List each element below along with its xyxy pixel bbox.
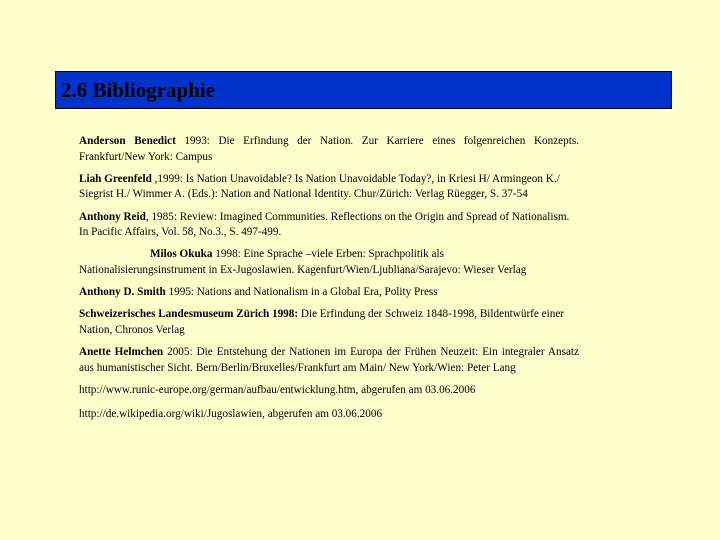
bibliography-entry — [79, 210, 579, 241]
entry-first-line — [79, 247, 579, 263]
entry-text: Die Erfindung der Schweiz 1848-1998, Bildentwürfe einer Nation, Chronos Verlag — [79, 308, 565, 336]
section-title-bar — [55, 71, 672, 109]
entry-text: 1995: Nations and Nationalism in a Global Era, Polity Press — [165, 286, 438, 299]
bibliography-entry — [79, 345, 579, 376]
entry-author: Anderson Benedict — [79, 135, 176, 147]
bibliography-entry — [79, 172, 579, 203]
page-title: 2.6 Bibliographie — [61, 78, 216, 102]
entry-text: 1998: Eine Sprache –viele Erben: Sprachpolitik als — [212, 248, 444, 261]
bibliography-entry — [79, 285, 579, 301]
entry-author: Liah Greenfeld — [79, 172, 152, 185]
entry-author: Anette Helmchen — [79, 346, 164, 359]
entry-text: 2005: Die Entstehung der Nationen im Europa der Frühen Neuzeit: Ein integraler Ansatz aus humanistischer Sicht. Bern/Berlin/Bruxelles/Frankfurt am Main/ New York/Wien: Peter Lang — [79, 346, 579, 374]
entry-text: , 1985: Review: Imagined Communities. Reflections on the Origin and Spread of Nationalism. In Pacific Affairs, Vol. 58, No.3., S. 497-499. — [79, 210, 570, 239]
bibliography-list — [79, 134, 579, 431]
url-link[interactable]: http://www.runic-europe.org/german/aufbau/entwicklung.htm, abgerufen am 03.06.2006 — [79, 384, 476, 397]
entry-author: Milos Okuka — [150, 248, 213, 261]
url-entry — [79, 407, 579, 423]
url-entry — [79, 383, 579, 399]
url-link[interactable]: http://de.wikipedia.org/wiki/Jugoslawien, abgerufen am 03.06.2006 — [79, 408, 383, 421]
entry-text: ,1999: Is Nation Unavoidable? Is Nation Unavoidable Today?, in Kriesi H/ Armingeon K./ Siegrist H./ Wimmer A. (Eds.): Nation and National Identity. Chur/Zürich: Verlag Rüegger, S. 37-54 — [79, 172, 560, 201]
entry-year: 1998: — [269, 308, 299, 321]
bibliography-entry — [79, 247, 579, 278]
bibliography-entry — [79, 307, 579, 338]
entry-text: Nationalisierungsinstrument in Ex-Jugoslawien. Kagenfurt/Wien/Ljubliana/Sarajevo: Wieser Verlag — [79, 263, 527, 276]
entry-author: Anthony D. Smith — [79, 286, 166, 299]
entry-author: Anthony Reid — [79, 210, 146, 223]
entry-author: Schweizerisches Landesmuseum Zürich — [79, 308, 270, 321]
entry-text: 1993: Die Erfindung der Nation. Zur Karriere eines folgenreichen Konzepts. Frankfurt/New York: Campus — [79, 135, 580, 163]
bibliography-entry — [79, 134, 579, 165]
